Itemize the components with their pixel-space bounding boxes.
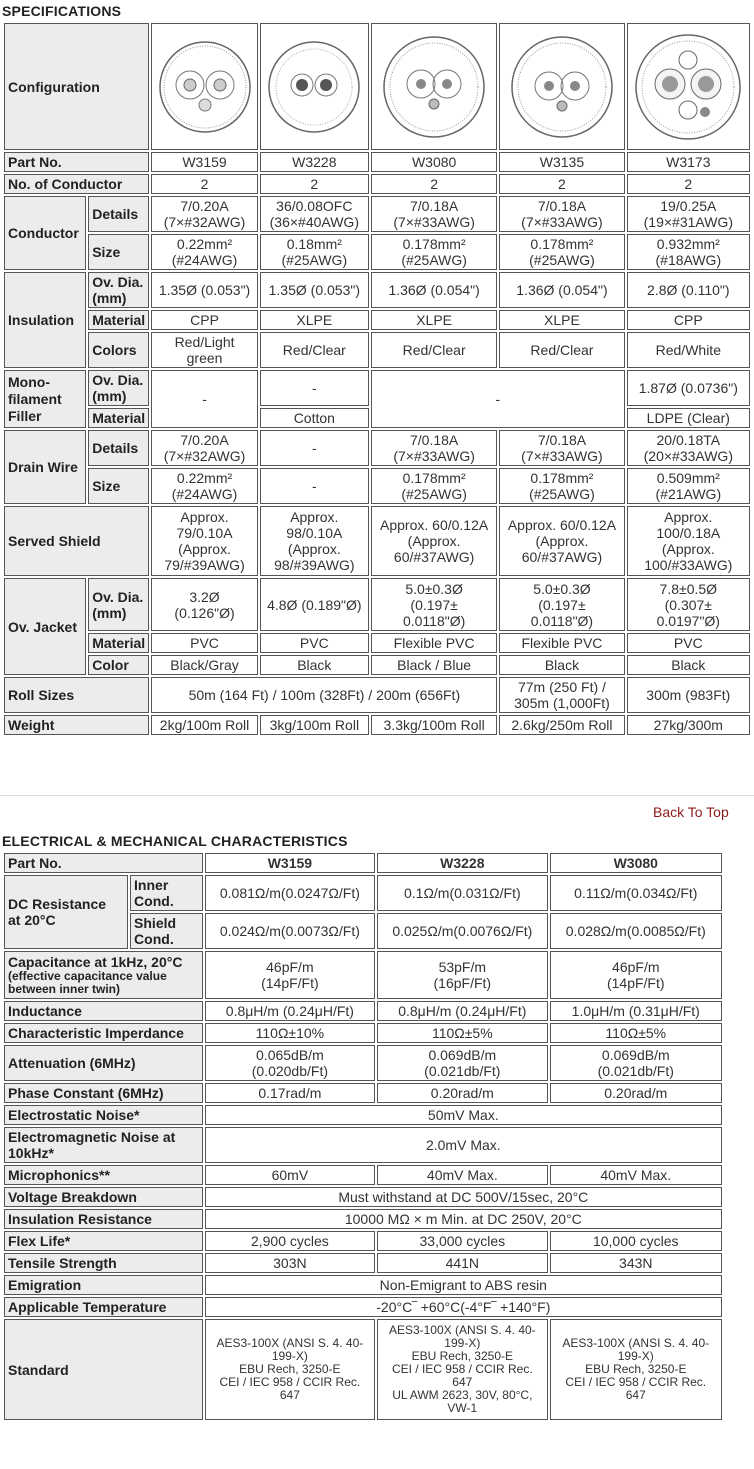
sub-label-size: Size	[88, 468, 149, 504]
jacket-material-cell: PVC	[627, 633, 750, 653]
drain-size-cell: 0.509mm² (#21AWG)	[627, 468, 750, 504]
row-label-conductor: Conductor	[4, 196, 86, 270]
insulation-resistance-cell: 10000 MΩ × m Min. at DC 250V, 20°C	[205, 1209, 722, 1229]
row-label-drain-wire: Drain Wire	[4, 430, 86, 504]
mono-material-cell: Cotton	[260, 408, 369, 428]
elec-label-phase-constant: Phase Constant (6MHz)	[4, 1083, 203, 1103]
cable-cross-section-image	[627, 23, 750, 150]
roll-sizes-cell: 77m (250 Ft) / 305m (1,000Ft)	[499, 677, 624, 713]
tensile-strength-cell: 441N	[377, 1253, 547, 1273]
jacket-color-cell: Black	[499, 655, 624, 675]
cable-cross-section-image	[260, 23, 369, 150]
cable-cross-section-image	[371, 23, 497, 150]
flex-life-cell: 2,900 cycles	[205, 1231, 375, 1251]
mono-dash-cell: -	[260, 370, 369, 406]
sub-label-material: Material	[88, 408, 149, 428]
emigration-cell: Non-Emigrant to ABS resin	[205, 1275, 722, 1295]
elec-label-attenuation: Attenuation (6MHz)	[4, 1045, 203, 1081]
jacket-material-cell: PVC	[260, 633, 369, 653]
weight-cell: 2kg/100m Roll	[151, 715, 257, 735]
mono-dash-cell: -	[371, 370, 625, 428]
shield-resistance-cell: 0.024Ω/m(0.0073Ω/Ft)	[205, 913, 375, 949]
conductor-count-cell: 2	[260, 174, 369, 194]
roll-sizes-cell: 50m (164 Ft) / 100m (328Ft) / 200m (656Ft)	[151, 677, 497, 713]
row-label-part-no: Part No.	[4, 152, 149, 172]
conductor-size-cell: 0.18mm² (#25AWG)	[260, 234, 369, 270]
impedance-cell: 110Ω±5%	[377, 1023, 547, 1043]
sub-label-ov-dia: Ov. Dia. (mm)	[88, 578, 149, 631]
elec-label-voltage-breakdown: Voltage Breakdown	[4, 1187, 203, 1207]
flex-life-cell: 10,000 cycles	[550, 1231, 722, 1251]
insulation-dia-cell: 2.8Ø (0.110")	[627, 272, 750, 308]
jacket-color-cell: Black	[627, 655, 750, 675]
row-label-no-conductor: No. of Conductor	[4, 174, 149, 194]
conductor-count-cell: 2	[151, 174, 257, 194]
elec-label-dc-resistance: DC Resistance at 20°C	[4, 875, 128, 949]
drain-size-cell: 0.178mm² (#25AWG)	[499, 468, 624, 504]
part-no-cell: W3080	[371, 152, 497, 172]
sub-label-ov-dia: Ov. Dia. (mm)	[88, 272, 149, 308]
jacket-material-cell: Flexible PVC	[499, 633, 624, 653]
insulation-colors-cell: Red/Clear	[371, 332, 497, 368]
insulation-dia-cell: 1.36Ø (0.054")	[499, 272, 624, 308]
elec-label-part-no: Part No.	[4, 853, 203, 873]
sub-label-color: Color	[88, 655, 149, 675]
served-shield-cell: Approx. 60/0.12A (Approx. 60/#37AWG)	[371, 506, 497, 576]
insulation-dia-cell: 1.36Ø (0.054")	[371, 272, 497, 308]
elec-label-electromagnetic-noise: Electromagnetic Noise at 10kHz*	[4, 1127, 203, 1163]
capacitance-cell: 46pF/m (14pF/Ft)	[205, 951, 375, 999]
electromagnetic-noise-cell: 2.0mV Max.	[205, 1127, 722, 1163]
drain-size-cell: 0.22mm² (#24AWG)	[151, 468, 257, 504]
row-label-ov-jacket: Ov. Jacket	[4, 578, 86, 675]
phase-constant-cell: 0.20rad/m	[377, 1083, 547, 1103]
jacket-dia-cell: 7.8±0.5Ø (0.307± 0.0197"Ø)	[627, 578, 750, 631]
elec-table	[2, 851, 724, 1422]
elec-label-insulation-resistance: Insulation Resistance	[4, 1209, 203, 1229]
spec-table	[2, 21, 752, 737]
microphonics-cell: 40mV Max.	[377, 1165, 547, 1185]
tensile-strength-cell: 303N	[205, 1253, 375, 1273]
insulation-material-cell: XLPE	[499, 310, 624, 330]
sub-label-details: Details	[88, 430, 149, 466]
elec-part-header: W3228	[377, 853, 547, 873]
attenuation-cell: 0.065dB/m (0.020db/Ft)	[205, 1045, 375, 1081]
drain-size-cell: -	[260, 468, 369, 504]
elec-part-header: W3159	[205, 853, 375, 873]
insulation-colors-cell: Red/White	[627, 332, 750, 368]
inductance-cell: 0.8μH/m (0.24μH/Ft)	[205, 1001, 375, 1021]
jacket-dia-cell: 5.0±0.3Ø (0.197± 0.0118"Ø)	[499, 578, 624, 631]
jacket-dia-cell: 5.0±0.3Ø (0.197± 0.0118"Ø)	[371, 578, 497, 631]
insulation-colors-cell: Red/Clear	[499, 332, 624, 368]
cable-cross-section-image	[151, 23, 257, 150]
attenuation-cell: 0.069dB/m (0.021db/Ft)	[550, 1045, 722, 1081]
weight-cell: 3kg/100m Roll	[260, 715, 369, 735]
row-label-mono-filament: Mono- filament Filler	[4, 370, 86, 428]
mono-material-cell: LDPE (Clear)	[627, 408, 750, 428]
weight-cell: 3.3kg/100m Roll	[371, 715, 497, 735]
insulation-colors-cell: Red/Light green	[151, 332, 257, 368]
attenuation-cell: 0.069dB/m (0.021db/Ft)	[377, 1045, 547, 1081]
drain-details-cell: 7/0.20A (7×#32AWG)	[151, 430, 257, 466]
drain-details-cell: -	[260, 430, 369, 466]
capacitance-cell: 53pF/m (16pF/Ft)	[377, 951, 547, 999]
insulation-dia-cell: 1.35Ø (0.053")	[260, 272, 369, 308]
jacket-color-cell: Black	[260, 655, 369, 675]
drain-details-cell: 7/0.18A (7×#33AWG)	[371, 430, 497, 466]
shield-resistance-cell: 0.025Ω/m(0.0076Ω/Ft)	[377, 913, 547, 949]
standard-cell: AES3-100X (ANSI S. 4. 40- 199-X) EBU Rech, 3250-E CEI / IEC 958 / CCIR Rec. 647	[550, 1319, 722, 1420]
conductor-details-cell: 36/0.08OFC (36×#40AWG)	[260, 196, 369, 232]
part-no-cell: W3135	[499, 152, 624, 172]
electrostatic-noise-cell: 50mV Max.	[205, 1105, 722, 1125]
impedance-cell: 110Ω±5%	[550, 1023, 722, 1043]
elec-sub-shield-cond: Shield Cond.	[130, 913, 203, 949]
conductor-count-cell: 2	[371, 174, 497, 194]
weight-cell: 2.6kg/250m Roll	[499, 715, 624, 735]
elec-label-inductance: Inductance	[4, 1001, 203, 1021]
microphonics-cell: 40mV Max.	[550, 1165, 722, 1185]
phase-constant-cell: 0.17rad/m	[205, 1083, 375, 1103]
weight-cell: 27kg/300m	[627, 715, 750, 735]
part-no-cell: W3228	[260, 152, 369, 172]
elec-label-emigration: Emigration	[4, 1275, 203, 1295]
conductor-size-cell: 0.932mm² (#18AWG)	[627, 234, 750, 270]
drain-size-cell: 0.178mm² (#25AWG)	[371, 468, 497, 504]
insulation-material-cell: CPP	[151, 310, 257, 330]
part-no-cell: W3159	[151, 152, 257, 172]
conductor-size-cell: 0.178mm² (#25AWG)	[371, 234, 497, 270]
cable-cross-section-image	[499, 23, 624, 150]
jacket-color-cell: Black/Gray	[151, 655, 257, 675]
elec-label-capacitance	[4, 951, 203, 999]
elec-label-applicable-temperature: Applicable Temperature	[4, 1297, 203, 1317]
mono-dia-cell: 1.87Ø (0.0736")	[627, 370, 750, 406]
elec-label-tensile-strength: Tensile Strength	[4, 1253, 203, 1273]
elec-label-flex-life: Flex Life*	[4, 1231, 203, 1251]
elec-label-electrostatic-noise: Electrostatic Noise*	[4, 1105, 203, 1125]
part-no-cell: W3173	[627, 152, 750, 172]
sub-label-ov-dia: Ov. Dia. (mm)	[88, 370, 149, 406]
conductor-details-cell: 7/0.18A (7×#33AWG)	[371, 196, 497, 232]
sub-label-colors: Colors	[88, 332, 149, 368]
elec-label-microphonics: Microphonics**	[4, 1165, 203, 1185]
insulation-material-cell: XLPE	[371, 310, 497, 330]
mono-dash-cell: -	[151, 370, 257, 428]
capacitance-cell: 46pF/m (14pF/Ft)	[550, 951, 722, 999]
spec-section-title: SPECIFICATIONS	[2, 3, 122, 19]
insulation-material-cell: XLPE	[260, 310, 369, 330]
conductor-size-cell: 0.178mm² (#25AWG)	[499, 234, 624, 270]
sub-label-material: Material	[88, 310, 149, 330]
jacket-color-cell: Black / Blue	[371, 655, 497, 675]
phase-constant-cell: 0.20rad/m	[550, 1083, 722, 1103]
conductor-details-cell: 7/0.20A (7×#32AWG)	[151, 196, 257, 232]
sub-label-size: Size	[88, 234, 149, 270]
served-shield-cell: Approx. 100/0.18A (Approx. 100/#33AWG)	[627, 506, 750, 576]
elec-sub-inner-cond: Inner Cond.	[130, 875, 203, 911]
shield-resistance-cell: 0.028Ω/m(0.0085Ω/Ft)	[550, 913, 722, 949]
sub-label-details: Details	[88, 196, 149, 232]
conductor-count-cell: 2	[627, 174, 750, 194]
served-shield-cell: Approx. 98/0.10A (Approx. 98/#39AWG)	[260, 506, 369, 576]
impedance-cell: 110Ω±10%	[205, 1023, 375, 1043]
jacket-material-cell: PVC	[151, 633, 257, 653]
served-shield-cell: Approx. 60/0.12A (Approx. 60/#37AWG)	[499, 506, 624, 576]
divider	[0, 795, 754, 796]
drain-details-cell: 20/0.18TA (20×#33AWG)	[627, 430, 750, 466]
voltage-breakdown-cell: Must withstand at DC 500V/15sec, 20°C	[205, 1187, 722, 1207]
row-label-served-shield: Served Shield	[4, 506, 149, 576]
inductance-cell: 0.8μH/m (0.24μH/Ft)	[377, 1001, 547, 1021]
capacitance-title: Capacitance at 1kHz, 20°C	[8, 954, 183, 970]
conductor-details-cell: 7/0.18A (7×#33AWG)	[499, 196, 624, 232]
conductor-details-cell: 19/0.25A (19×#31AWG)	[627, 196, 750, 232]
back-to-top-link[interactable]: Back To Top	[653, 804, 729, 820]
inner-resistance-cell: 0.11Ω/m(0.034Ω/Ft)	[550, 875, 722, 911]
elec-label-impedance: Characteristic Imperdance	[4, 1023, 203, 1043]
inner-resistance-cell: 0.1Ω/m(0.031Ω/Ft)	[377, 875, 547, 911]
insulation-dia-cell: 1.35Ø (0.053")	[151, 272, 257, 308]
flex-life-cell: 33,000 cycles	[377, 1231, 547, 1251]
microphonics-cell: 60mV	[205, 1165, 375, 1185]
conductor-count-cell: 2	[499, 174, 624, 194]
insulation-material-cell: CPP	[627, 310, 750, 330]
standard-cell: AES3-100X (ANSI S. 4. 40- 199-X) EBU Rech, 3250-E CEI / IEC 958 / CCIR Rec. 647	[205, 1319, 375, 1420]
jacket-material-cell: Flexible PVC	[371, 633, 497, 653]
row-label-insulation: Insulation	[4, 272, 86, 368]
row-label-roll-sizes: Roll Sizes	[4, 677, 149, 713]
row-label-configuration: Configuration	[4, 23, 149, 150]
elec-label-standard: Standard	[4, 1319, 203, 1420]
inner-resistance-cell: 0.081Ω/m(0.0247Ω/Ft)	[205, 875, 375, 911]
served-shield-cell: Approx. 79/0.10A (Approx. 79/#39AWG)	[151, 506, 257, 576]
elec-part-header: W3080	[550, 853, 722, 873]
inductance-cell: 1.0μH/m (0.31μH/Ft)	[550, 1001, 722, 1021]
elec-section-title: ELECTRICAL & MECHANICAL CHARACTERISTICS	[2, 833, 348, 849]
drain-details-cell: 7/0.18A (7×#33AWG)	[499, 430, 624, 466]
row-label-weight: Weight	[4, 715, 149, 735]
capacitance-note: (effective capacitance value between inner twin)	[8, 969, 167, 996]
tensile-strength-cell: 343N	[550, 1253, 722, 1273]
insulation-colors-cell: Red/Clear	[260, 332, 369, 368]
sub-label-material: Material	[88, 633, 149, 653]
conductor-size-cell: 0.22mm² (#24AWG)	[151, 234, 257, 270]
roll-sizes-cell: 300m (983Ft)	[627, 677, 750, 713]
applicable-temperature-cell: -20°C‾ +60°C(-4°F‾ +140°F)	[205, 1297, 722, 1317]
standard-cell: AES3-100X (ANSI S. 4. 40- 199-X) EBU Rech, 3250-E CEI / IEC 958 / CCIR Rec. 647 UL AWM 2623, 30V, 80°C, VW-1	[377, 1319, 547, 1420]
jacket-dia-cell: 4.8Ø (0.189"Ø)	[260, 578, 369, 631]
jacket-dia-cell: 3.2Ø (0.126"Ø)	[151, 578, 257, 631]
